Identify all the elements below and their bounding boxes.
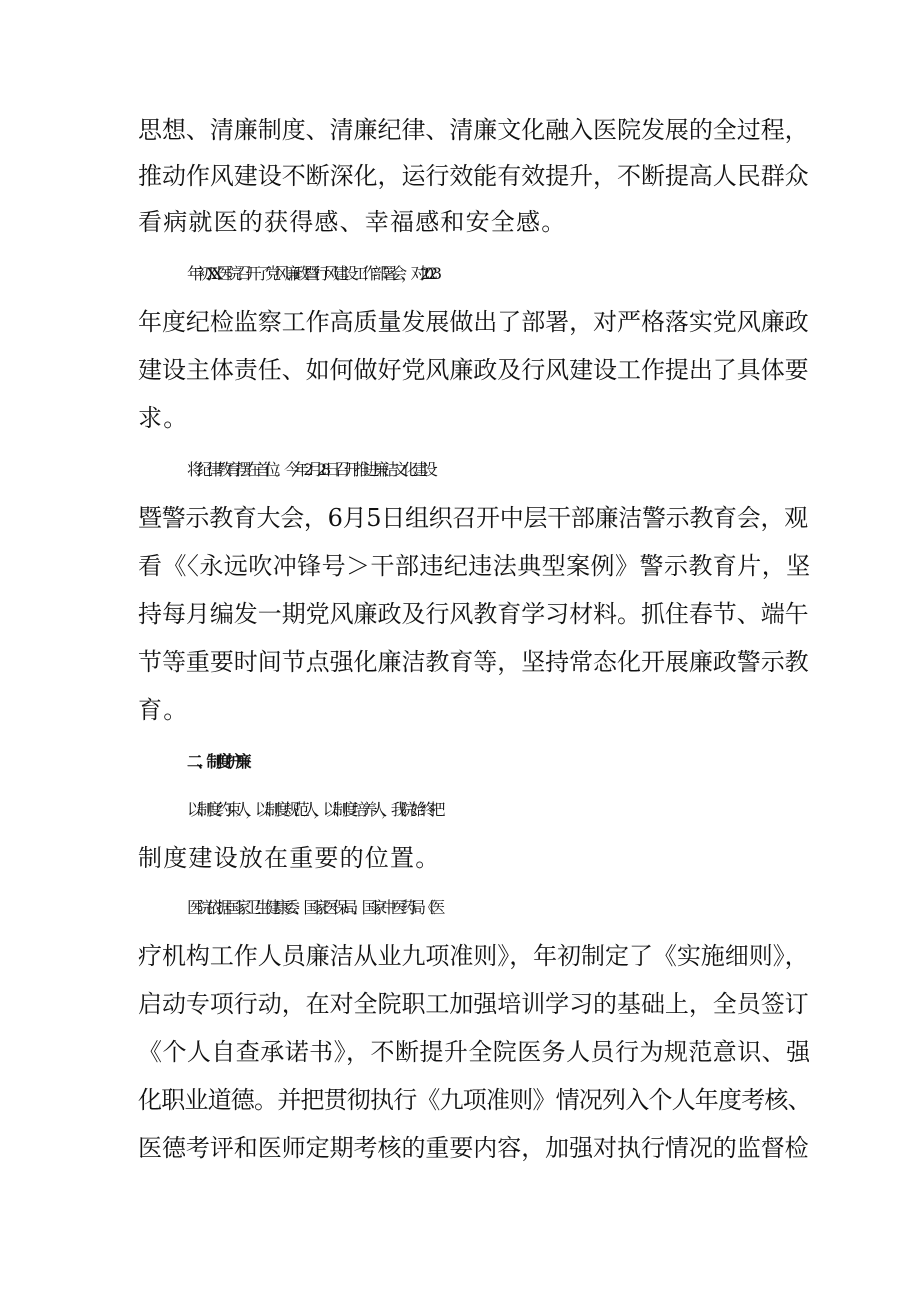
paragraph-1-line-3: 看病就医的获得感、幸福感和安全感。 (138, 208, 567, 236)
paragraph-4-line-1: 以制度约束人，以制度规范人，以制度培养人，我院始终把 (187, 800, 440, 819)
paragraph-5-line-5: 化职业道德。并把贯彻执行《九项准则》情况列入个人年度考核、 (138, 1086, 811, 1114)
paragraph-1-line-2: 推动作风建设不断深化，运行效能有效提升，不断提高人民群众 (138, 162, 809, 190)
paragraph-3-line-5: 节等重要时间节点强化廉洁教育等，坚持常态化开展廉政警示教 (138, 648, 809, 676)
section-heading: 二、制度护廉 (187, 752, 246, 771)
paragraph-3-line-2: 暨警示教育大会，6月5日组织召开中层干部廉洁警示教育会，观 (138, 504, 808, 532)
paragraph-2-line-3: 建设主体责任、如何做好党风廉政及行风建设工作提出了具体要 (138, 356, 809, 384)
paragraph-5-line-4: 《个人自查承诺书》，不断提升全院医务人员行为规范意识、强 (138, 1038, 811, 1066)
paragraph-5-line-3: 启动专项行动，在对全院职工加强培训学习的基础上，全员签订 (138, 990, 809, 1018)
paragraph-2-line-4: 求。 (138, 404, 189, 432)
paragraph-3-line-3: 看《〈永远吹冲锋号＞干部违纪违法典型案例》警示教育片，坚 (138, 552, 811, 580)
paragraph-1-line-1: 思想、清廉制度、清廉纪律、清廉文化融入医院发展的全过程， (138, 116, 809, 144)
paragraph-5-line-1: 医院依据国家卫生健康委、国家医保局、国家中医药局《医 (187, 898, 440, 917)
paragraph-4-line-2: 制度建设放在重要的位置。 (138, 844, 441, 872)
paragraph-2-line-2: 年度纪检监察工作高质量发展做出了部署，对严格落实党风廉政 (138, 308, 809, 336)
paragraph-3-line-4: 持每月编发一期党风廉政及行风教育学习材料。抓住春节、端午 (138, 600, 809, 628)
paragraph-2-line-1: 年初XX医院召开了党风廉政暨行风建设工作部署会，对2023 (187, 264, 436, 283)
paragraph-3-line-1: 将纪律教育摆在首位。今年2月28日召开推进廉洁文化建设 (187, 460, 432, 479)
paragraph-5-line-2: 疗机构工作人员廉洁从业九项准则》，年初制定了《实施细则》， (138, 942, 809, 970)
paragraph-5-line-6: 医德考评和医师定期考核的重要内容，加强对执行情况的监督检 (138, 1134, 809, 1162)
paragraph-3-line-6: 育。 (138, 696, 189, 724)
